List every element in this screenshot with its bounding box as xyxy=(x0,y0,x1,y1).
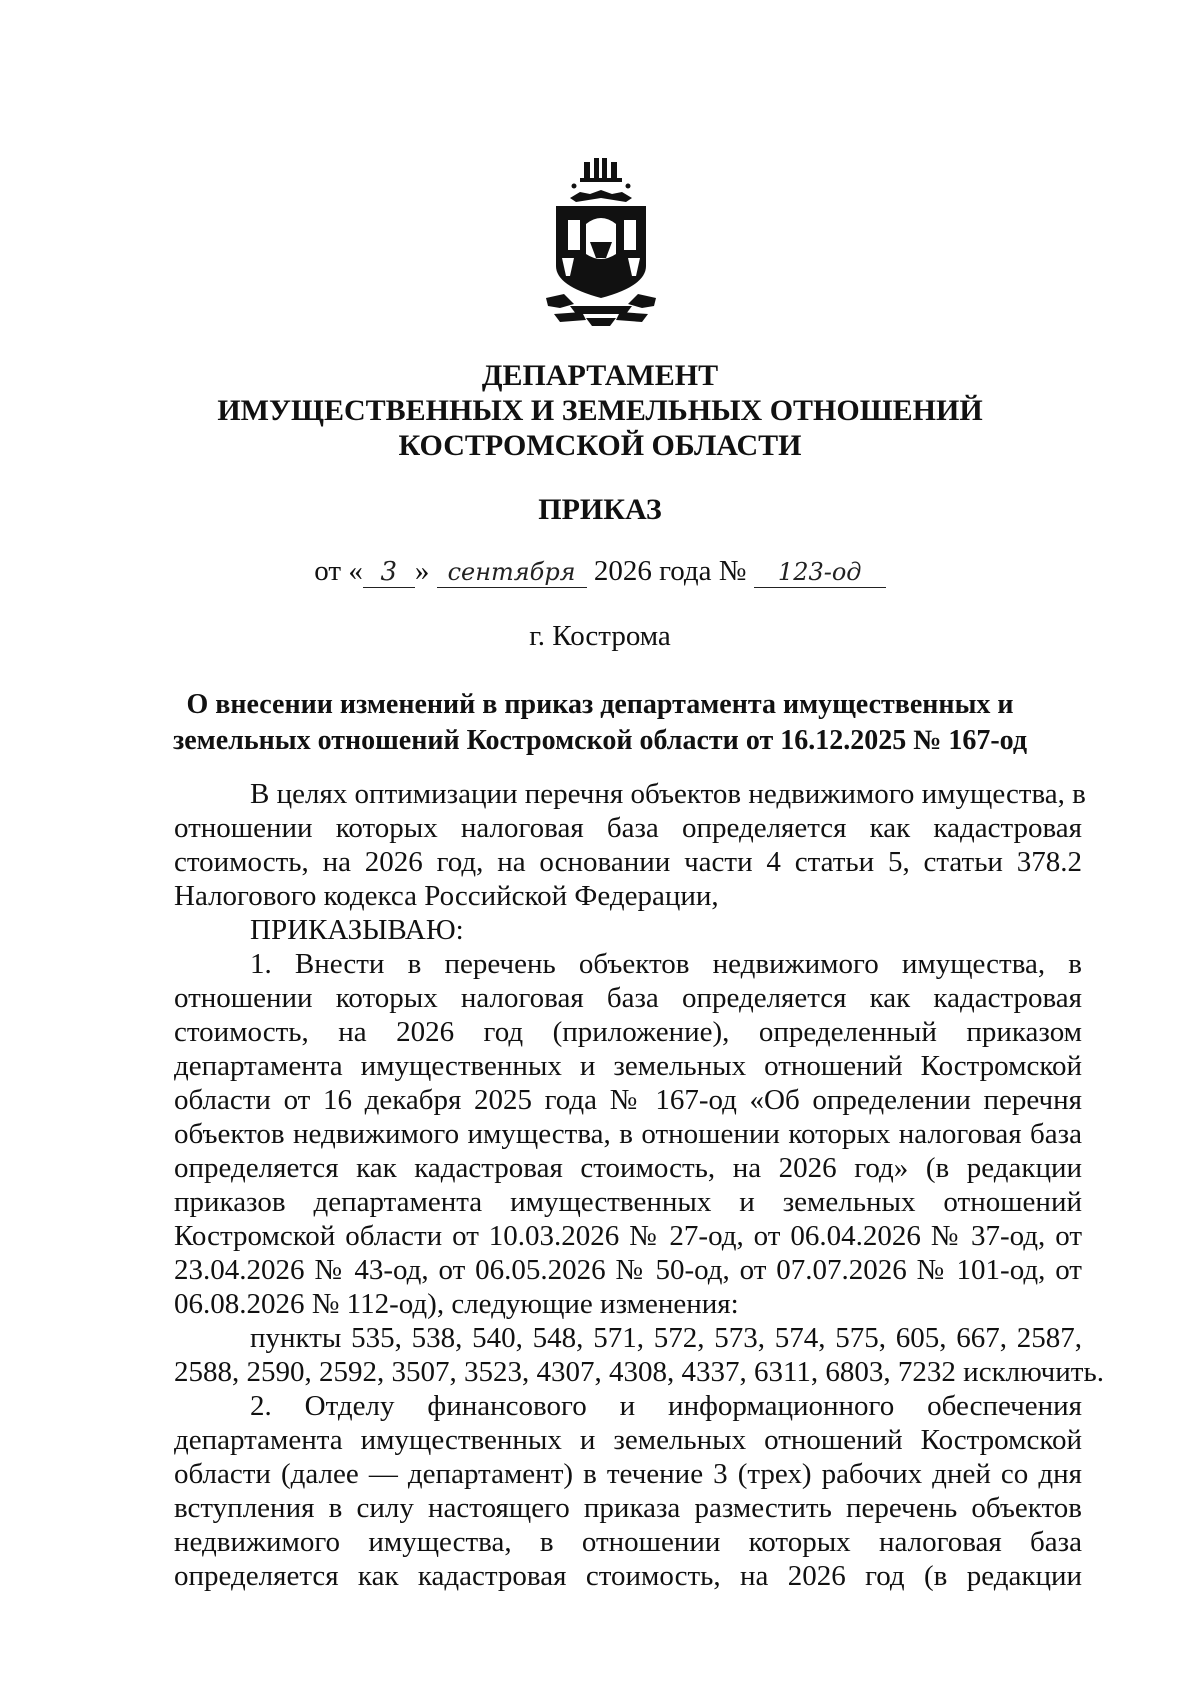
body-line: Костромской области от 10.03.2026 № 27-од, от 06.04.2026 № 37-од, от xyxy=(174,1220,1082,1252)
body-line: объектов недвижимого имущества, в отношении которых налоговая база xyxy=(174,1118,1082,1150)
body-line: пункты 535, 538, 540, 548, 571, 572, 573, 574, 575, 605, 667, 2587, xyxy=(250,1322,1082,1354)
body-line: области от 16 декабря 2025 года № 167-од «Об определении перечня xyxy=(174,1084,1082,1116)
subject-line-2: земельных отношений Костромской области от 16.12.2025 № 167-од xyxy=(172,725,1028,756)
body-line: ПРИКАЗЫВАЮ: xyxy=(250,914,464,946)
body-line: приказов департамента имущественных и земельных отношений xyxy=(174,1186,1082,1218)
body-line: вступления в силу настоящего приказа разместить перечень объектов xyxy=(174,1492,1082,1524)
handwritten-number: 123-од xyxy=(754,557,886,588)
body-line: определяется как кадастровая стоимость, на 2026 год (в редакции xyxy=(174,1560,1082,1592)
body-line: отношении которых налоговая база определяется как кадастровая xyxy=(174,982,1082,1014)
date-prefix: от « xyxy=(314,555,363,587)
handwritten-month: сентября xyxy=(437,557,587,588)
date-line xyxy=(0,555,1200,588)
body-line: отношении которых налоговая база определяется как кадастровая xyxy=(174,812,1082,844)
body-line: 23.04.2026 № 43-од, от 06.05.2026 № 50-од, от 07.07.2026 № 101-од, от xyxy=(174,1254,1082,1286)
body-line: 06.08.2026 № 112-од), следующие изменения: xyxy=(174,1288,739,1320)
body-line: определяется как кадастровая стоимость, на 2026 год» (в редакции xyxy=(174,1152,1082,1184)
department-title-line-1: ДЕПАРТАМЕНТ xyxy=(481,359,719,392)
body-line: 2. Отделу финансового и информационного обеспечения xyxy=(250,1390,1082,1422)
body-line: 1. Внести в перечень объектов недвижимого имущества, в xyxy=(250,948,1082,980)
body-line: департамента имущественных и земельных отношений Костромской xyxy=(174,1424,1082,1456)
body-line: Налогового кодекса Российской Федерации, xyxy=(174,880,719,912)
body-line: области (далее — департамент) в течение 3 (трех) рабочих дней со дня xyxy=(174,1458,1082,1490)
department-title-line-3: КОСТРОМСКОЙ ОБЛАСТИ xyxy=(398,429,802,462)
body-line: 2588, 2590, 2592, 3507, 3523, 4307, 4308, 4337, 6311, 6803, 7232 исключить. xyxy=(174,1356,1104,1388)
body-line: стоимость, на 2026 год, на основании части 4 статьи 5, статьи 378.2 xyxy=(174,846,1082,878)
body-line: департамента имущественных и земельных отношений Костромской xyxy=(174,1050,1082,1082)
body-line: В целях оптимизации перечня объектов недвижимого имущества, в xyxy=(250,778,1086,810)
body-line: стоимость, на 2026 год (приложение), определенный приказом xyxy=(174,1016,1082,1048)
coat-of-arms-emblem xyxy=(540,158,662,330)
year-text: 2026 года № xyxy=(593,555,747,587)
city: г. Кострома xyxy=(529,620,671,652)
document-type: ПРИКАЗ xyxy=(538,493,662,526)
subject-line-1: О внесении изменений в приказ департамента имущественных и xyxy=(186,689,1014,720)
body-line: недвижимого имущества, в отношении которых налоговая база xyxy=(174,1526,1082,1558)
department-title-line-2: ИМУЩЕСТВЕННЫХ И ЗЕМЕЛЬНЫХ ОТНОШЕНИЙ xyxy=(217,394,983,427)
date-mid: » xyxy=(414,555,430,587)
handwritten-day: 3 xyxy=(363,557,415,588)
